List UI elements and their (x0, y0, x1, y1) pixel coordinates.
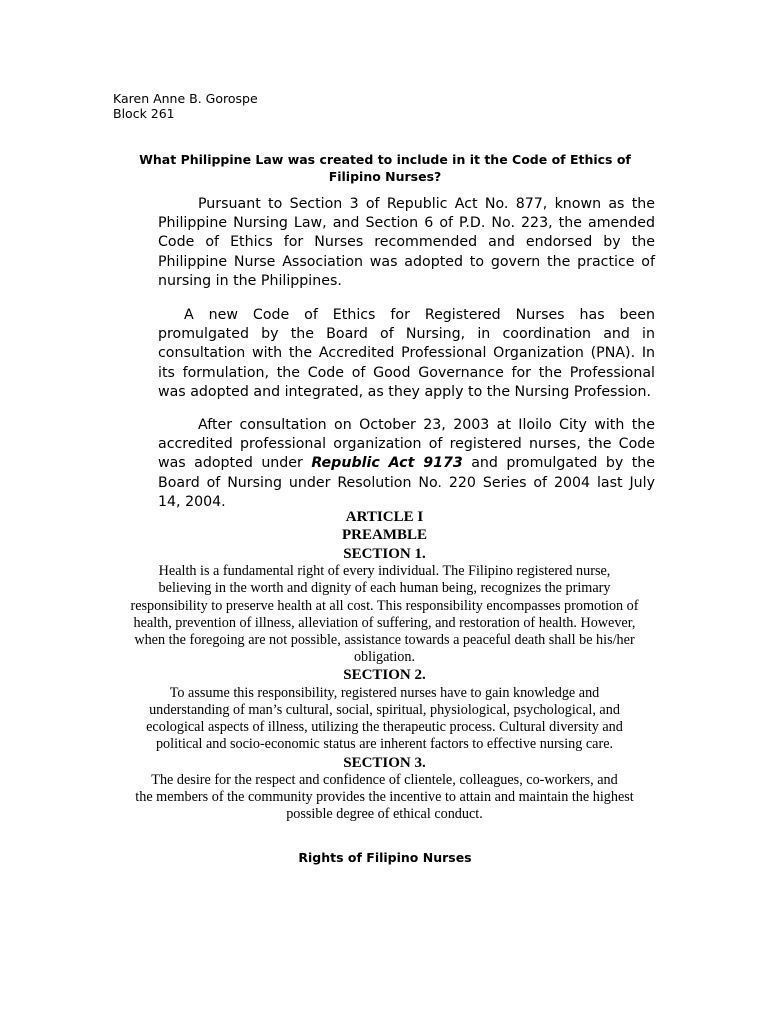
section-2-line: ecological aspects of illness, utilizing the therapeutic process. Cultural diversity and (146, 719, 623, 736)
author-name: Karen Anne B. Gorospe (113, 91, 258, 106)
section-3-line: the members of the community provides the incentive to attain and maintain the highest (135, 789, 634, 806)
question-heading: What Philippine Law was created to include in it the Code of Ethics of Filipino Nurses? (139, 152, 631, 184)
section-2-line: To assume this responsibility, registered nurses have to gain knowledge and (169, 684, 600, 701)
section-1-line: health, prevention of illness, alleviation of suffering, and restoration of health. However, (133, 614, 636, 631)
section-1-line: obligation. (353, 649, 416, 666)
paragraph-1: Pursuant to Section 3 of Republic Act No. 877, known as the Philippine Nursing Law, and Section 6 of P.D. No. 223, the amended Code of Ethics for Nurses recommended and endorsed by the Philippine Nurse Association was adopted to govern the practice of nursing in the Philippines. (158, 196, 655, 289)
paragraph-3-text-end: and promulgated by the Board of Nursing under Resolution No. 220 Series of 2004 last July 14, 2004. (158, 455, 655, 510)
section-3-line: possible degree of ethical conduct. (286, 806, 483, 823)
republic-act-emphasis: Republic Act 9173 (311, 455, 463, 472)
preamble-title: PREAMBLE (341, 527, 427, 544)
section-1-line: responsibility to preserve health at all cost. This responsibility encompasses promotion of (130, 597, 639, 614)
section-2-line: political and socio-economic status are inherent factors to effective nursing care. (155, 736, 614, 753)
block-number: Block 261 (113, 106, 175, 121)
paragraph-3 (158, 416, 655, 512)
section-3-line: The desire for the respect and confidence of clientele, colleagues, co-workers, and (151, 772, 618, 789)
section-2-line: understanding of man’s cultural, social, spiritual, physiological, psychological, and (149, 702, 620, 719)
article-title: ARTICLE I (345, 509, 424, 525)
section-1-line: Health is a fundamental right of every individual. The Filipino registered nurse, (158, 563, 611, 580)
section-1-line: believing in the worth and dignity of each human being, recognizes the primary (158, 580, 611, 597)
rights-heading: Rights of Filipino Nurses (298, 850, 472, 865)
section-1-line: when the foregoing are not possible, assistance towards a peaceful death shall be his/her (134, 632, 635, 649)
paragraph-2: A new Code of Ethics for Registered Nurses has been promulgated by the Board of Nursing, in coordination and in consultation with the Accredited Professional Organization (PNA). In its formulation, the Code of Good Governance for the Professional was adopted and integrated, as they apply to the Nursing Profession. (158, 307, 655, 400)
section-1-heading: SECTION 1. (343, 545, 426, 562)
section-3-heading: SECTION 3. (343, 754, 426, 771)
article-preamble (108, 508, 661, 824)
section-2-heading: SECTION 2. (343, 667, 426, 684)
paragraph-3-text-start: After consultation on October 23, 2003 at Iloilo City with the accredited professional organization of registered nurses, the Code was adopted under (158, 417, 655, 472)
